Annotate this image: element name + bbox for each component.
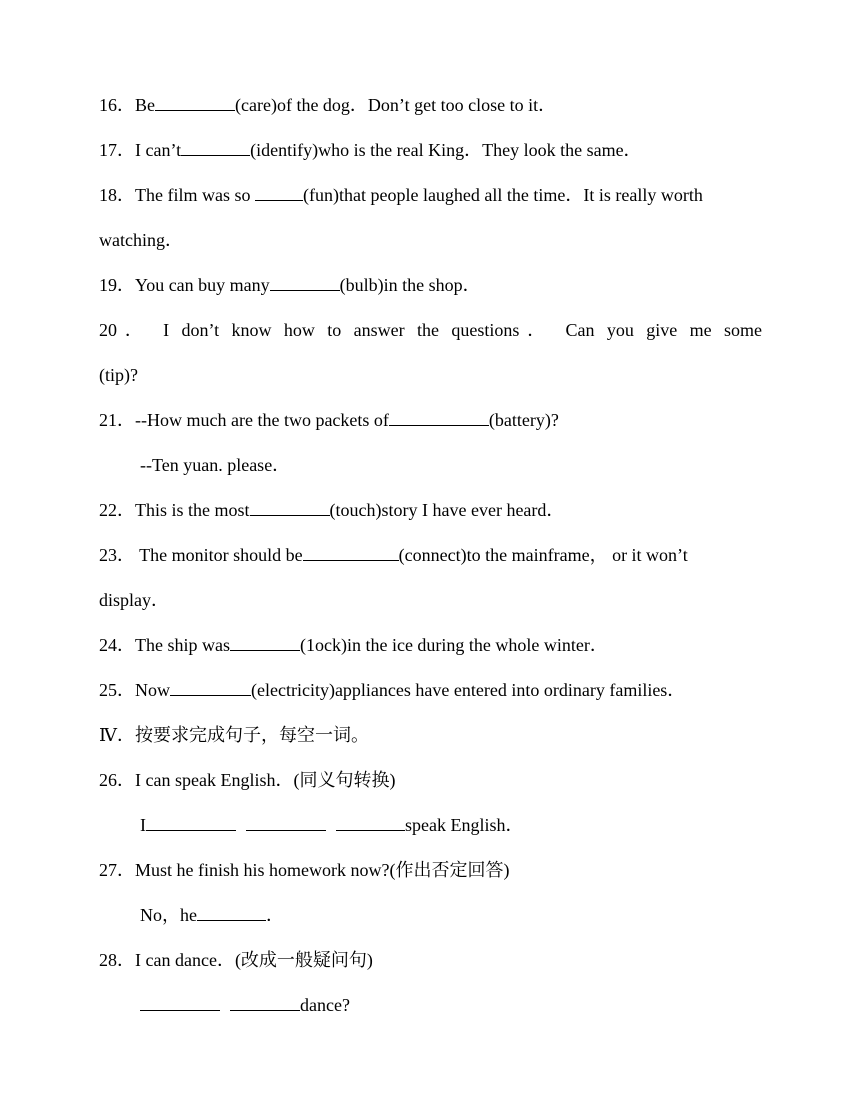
question-28: 28．I can dance．(改成一般疑问句) bbox=[99, 950, 373, 970]
answer-blank[interactable] bbox=[170, 679, 251, 696]
question-16: 16．Be (care)of the dog．Don’t get too close to it． bbox=[99, 95, 557, 115]
question-23: 23． The monitor should be (connect)to the mainframe， or it won’t bbox=[99, 545, 688, 565]
answer-blank[interactable] bbox=[230, 634, 300, 651]
question-25: 25．Now (electricity)appliances have entered into ordinary families． bbox=[99, 680, 686, 700]
answer-blank[interactable] bbox=[155, 94, 235, 111]
question-27-answer: No，he ． bbox=[140, 905, 284, 925]
answer-blank[interactable] bbox=[146, 814, 236, 831]
question-21-answer: --Ten yuan. please． bbox=[140, 455, 291, 475]
answer-blank[interactable] bbox=[181, 139, 250, 156]
answer-blank[interactable] bbox=[246, 814, 326, 831]
section-heading: Ⅳ．按要求完成句子，每空一词。 bbox=[99, 725, 369, 745]
answer-blank[interactable] bbox=[336, 814, 405, 831]
question-28-answer: dance? bbox=[140, 993, 762, 1017]
question-18-continued: watching． bbox=[99, 230, 183, 250]
answer-blank[interactable] bbox=[303, 544, 399, 561]
question-23-continued: display． bbox=[99, 590, 169, 610]
answer-blank[interactable] bbox=[230, 994, 300, 1011]
question-18: 18．The film was so (fun)that people laughed all the time．It is really worth bbox=[99, 185, 703, 205]
answer-blank[interactable] bbox=[255, 184, 303, 201]
question-17: 17．I can’t (identify)who is the real King．They look the same． bbox=[99, 140, 642, 160]
question-27: 27．Must he finish his homework now?(作出否定回答) bbox=[99, 860, 510, 880]
answer-blank[interactable] bbox=[140, 994, 220, 1011]
question-22: 22．This is the most (touch)story I have ever heard． bbox=[99, 500, 565, 520]
answer-blank[interactable] bbox=[270, 274, 340, 291]
question-24: 24．The ship was (1ock)in the ice during the whole winter． bbox=[99, 635, 608, 655]
question-20: 20． I don’t know how to answer the questions． Can you give me some bbox=[99, 320, 762, 340]
question-21: 21．--How much are the two packets of (battery)? bbox=[99, 410, 559, 430]
question-19: 19．You can buy many (bulb)in the shop． bbox=[99, 275, 481, 295]
question-26-answer: I speak English． bbox=[140, 815, 524, 835]
answer-blank[interactable] bbox=[250, 499, 330, 516]
question-26: 26．I can speak English．(同义句转换) bbox=[99, 770, 396, 790]
answer-blank[interactable] bbox=[389, 409, 489, 426]
answer-blank[interactable] bbox=[197, 904, 266, 921]
question-20-continued: (tip)? bbox=[99, 365, 138, 385]
